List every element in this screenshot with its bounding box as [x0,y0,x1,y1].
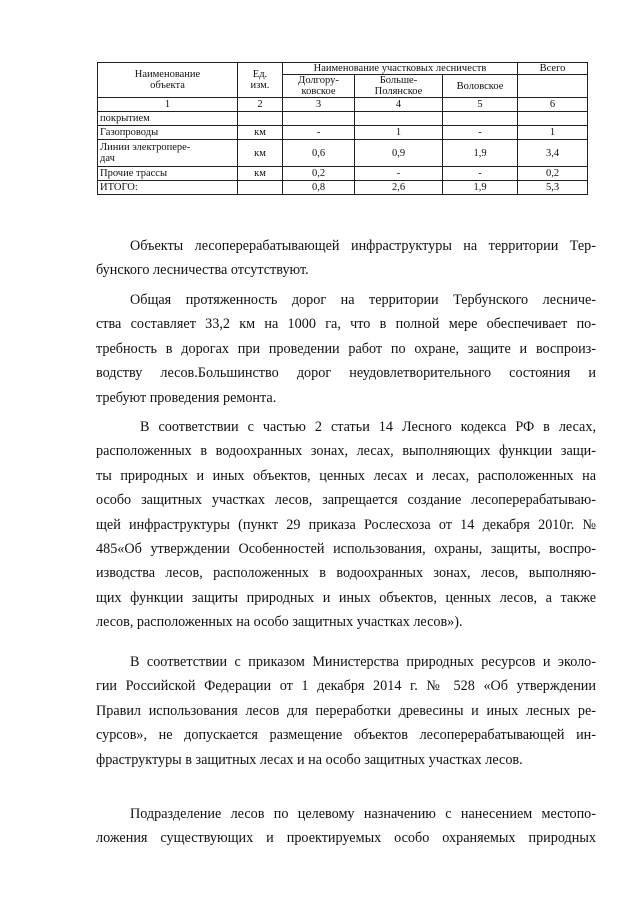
row-value-cell: 0,2 [283,167,355,181]
row-unit-cell: км [238,140,283,167]
row-value-cell [443,112,518,126]
table-total-row [98,181,588,195]
roads-table [97,62,588,195]
table-header-row [98,63,588,75]
index-cell: 5 [443,98,518,112]
paragraph-line: Подразделение лесов по целевому назначению с нанесением местопо- [130,806,596,822]
row-name-line2: дач [100,153,115,164]
row-unit-cell [238,181,283,195]
row-unit-cell: км [238,126,283,140]
paragraph-line: лесов, расположенных на особо защитных участках лесов»). [96,614,463,631]
row-total-cell: 0,2 [518,167,588,181]
row-name-cell: покрытием [98,112,238,126]
table-index-row [98,98,588,112]
paragraph-line: ства составляет 33,2 км на 1000 га, что в полной мере обеспечивает по- [96,316,596,333]
row-name-cell: ИТОГО: [98,181,238,195]
header-sub1-line2: ковское [301,86,336,97]
index-cell: 2 [238,98,283,112]
paragraph-line: расположенных в водоохранных зонах, лесах, выполняющих функции защи- [96,443,596,460]
table-row [98,126,588,140]
header-empty-cell [518,75,588,98]
row-value-cell: 1,9 [443,140,518,167]
paragraph-line: требность в дорогах при проведении работ по охране, защите и воспроиз- [96,340,596,357]
paragraph [96,650,596,772]
index-cell: 4 [355,98,443,112]
paragraph [96,802,596,851]
row-value-cell: 1 [355,126,443,140]
paragraph-line: бунского лесничества отсутствуют. [96,262,309,279]
paragraph-line: щей инфраструктуры (пункт 29 приказа Рослесхоза от 14 декабря 2010г. № [96,516,596,533]
table-row [98,167,588,181]
paragraph-line: 485«Об утверждении Особенностей использования, охраны, защиты, воспро- [96,541,596,558]
row-value-cell: 0,6 [283,140,355,167]
header-name-line1: Наименование [134,69,201,80]
paragraph [96,234,596,283]
header-name-line2: объекта [150,80,185,91]
paragraph-line: сурсов», не допускается размещение объектов лесоперерабатывающей ин- [96,727,596,744]
row-unit-cell: км [238,167,283,181]
paragraph-line: В соответствии с частью 2 статьи 14 Лесного кодекса РФ в лесах, [140,419,596,435]
paragraph-line: ты природных и иных объектов, ценных лесах и лесах, расположенных на [96,467,596,484]
row-value-cell [283,112,355,126]
paragraph-line: ложения существующих и проектируемых особо охраняемых природных [96,830,596,847]
paragraph-line: В соответствии с приказом Министерства природных ресурсов и эколо- [130,654,596,670]
paragraph-line: требуют проведения ремонта. [96,389,277,406]
row-value-cell: - [443,167,518,181]
header-unit-line1: Ед. [252,69,268,80]
header-name-cell [98,63,238,98]
paragraph-line: фраструктуры в защитных лесах и на особо защитных участках лесов. [96,751,523,768]
row-name-cell: Газопроводы [98,126,238,140]
paragraph-line: Правил использования лесов для переработки древесины и иных лесных ре- [96,702,596,719]
index-cell: 1 [98,98,238,112]
header-sub2-cell [355,75,443,98]
row-total-cell: 3,4 [518,140,588,167]
row-value-cell: 1,9 [443,181,518,195]
row-total-cell: 5,3 [518,181,588,195]
row-total-cell [518,112,588,126]
paragraph [96,415,596,635]
table-row [98,140,588,167]
header-unit-line2: изм. [250,80,270,91]
header-sub1-line1: Долгору- [298,75,339,86]
row-value-cell: 0,8 [283,181,355,195]
paragraph-line: водству лесов.Большинство дорог неудовлетворительного состояния и [96,365,596,382]
header-group-cell: Наименование участковых лесничеств [283,63,518,75]
row-name-cell [98,140,238,167]
header-sub2-line1: Больше- [379,75,418,86]
row-total-cell: 1 [518,126,588,140]
row-unit-cell [238,112,283,126]
row-value-cell [355,112,443,126]
index-cell: 6 [518,98,588,112]
paragraph [96,288,596,410]
paragraph-line: щих функции защиты природных и иных объектов, ценных лесов, а также [96,589,596,606]
row-value-cell: 2,6 [355,181,443,195]
row-value-cell: - [355,167,443,181]
row-value-cell: - [443,126,518,140]
paragraph-line: особо защитных участках лесов, запрещается создание лесоперерабатываю- [96,492,596,509]
header-unit-cell [238,63,283,98]
header-sub1-cell [283,75,355,98]
paragraph-line: Общая протяженность дорог на территории Тербунского лесниче- [130,292,596,308]
header-sub2-line2: Полянское [374,86,423,97]
row-name-cell: Прочие трассы [98,167,238,181]
paragraph-line: Объекты лесоперерабатывающей инфраструктуры на территории Тер- [130,238,596,254]
index-cell: 3 [283,98,355,112]
table-row [98,112,588,126]
row-value-cell: - [283,126,355,140]
header-sub3-cell: Воловское [443,75,518,98]
row-name-line1: Линии электропере- [100,142,191,153]
row-value-cell: 0,9 [355,140,443,167]
paragraph-line: изводства лесов, расположенных в водоохранных зонах, лесов, выполняю- [96,565,596,582]
header-total-cell: Всего [518,63,588,75]
paragraph-line: гии Российской Федерации от 1 декабря 2014 г. № 528 «Об утверждении [96,678,596,695]
